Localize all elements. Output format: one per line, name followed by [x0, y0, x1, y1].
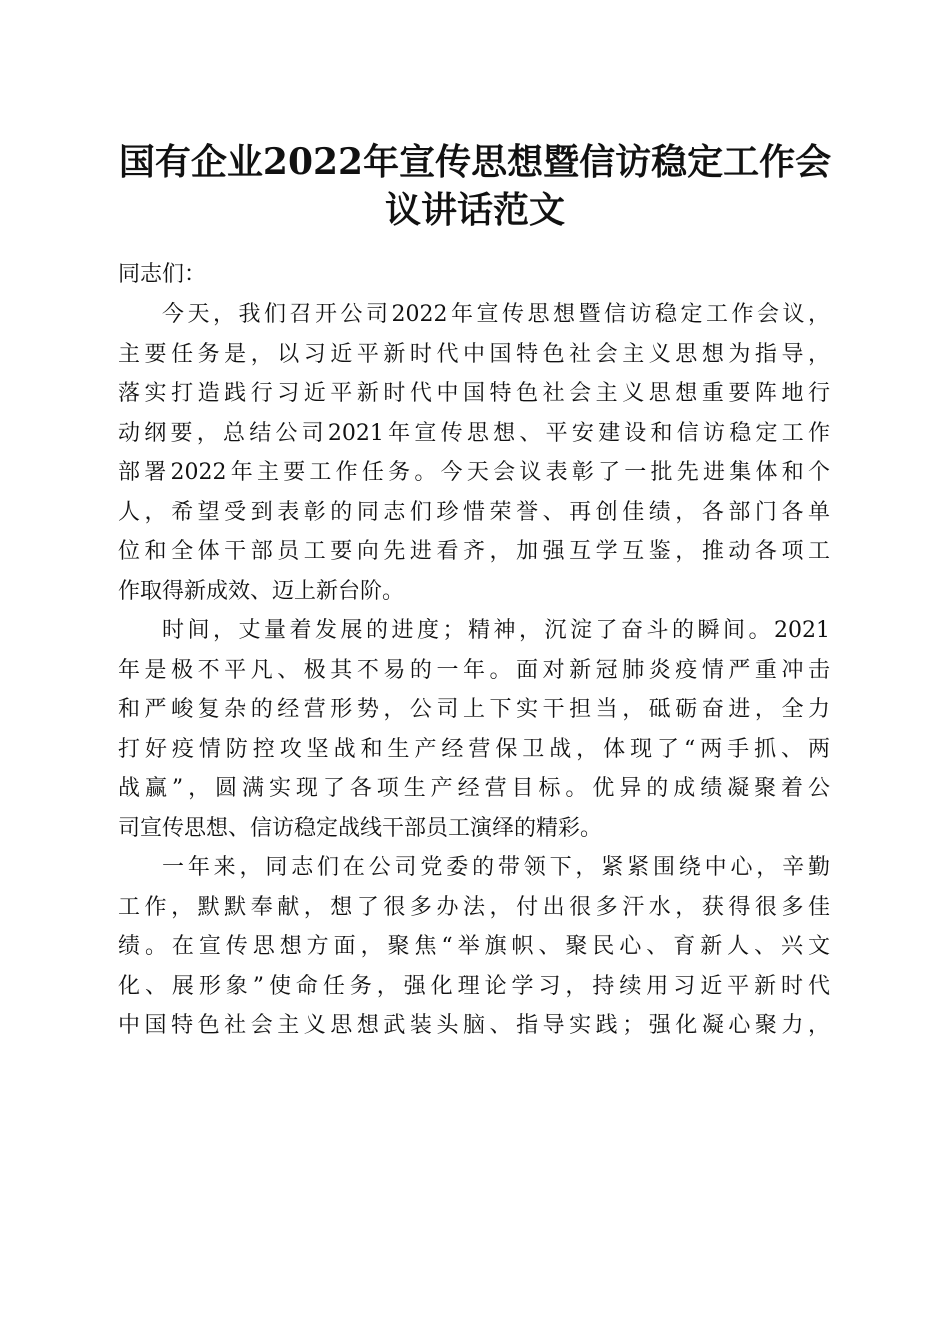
paragraph-line: 和严峻复杂的经营形势，公司上下实干担当，砥砺奋进，全力 — [118, 697, 830, 722]
paragraph-line: 年是极不平凡、极其不易的一年。面对新冠肺炎疫情严重冲击 — [118, 657, 830, 683]
paragraph-line: 部署2022年主要工作任务。今天会议表彰了一批先进集体和个 — [118, 460, 830, 485]
paragraph-line: 化、展形象”使命任务，强化理论学习，持续用习近平新时代 — [118, 973, 830, 999]
paragraph-line: 位和全体干部员工要向先进看齐，加强互学互鉴，推动各项工 — [118, 539, 830, 564]
paragraph-line: 落实打造践行习近平新时代中国特色社会主义思想重要阵地行 — [118, 381, 830, 406]
paragraph-line: 人，希望受到表彰的同志们珍惜荣誉、再创佳绩，各部门各单 — [118, 499, 830, 525]
title-line-2: 议讲话范文 — [384, 189, 565, 231]
title-line-1: 国有企业2022年宣传思想暨信访稳定工作会 — [118, 141, 832, 183]
paragraph-3 — [118, 848, 830, 1046]
paragraph-line: 战赢”，圆满实现了各项生产经营目标。优异的成绩凝聚着公 — [118, 776, 830, 801]
paragraph-line: 动纲要，总结公司2021年宣传思想、平安建设和信访稳定工作 — [118, 420, 830, 446]
greeting: 同志们： — [118, 262, 207, 287]
document-body — [118, 255, 830, 1046]
paragraph-line: 中国特色社会主义思想武装头脑、指导实践；强化凝心聚力， — [118, 1013, 830, 1038]
paragraph-line: 工作，默默奉献，想了很多办法，付出很多汗水，获得很多佳 — [118, 894, 830, 920]
paragraph-line: 作取得新成效、迈上新台阶。 — [118, 578, 405, 604]
paragraph-line: 一年来，同志们在公司党委的带领下，紧紧围绕中心，辛勤 — [162, 855, 830, 880]
paragraph-line: 绩。在宣传思想方面，聚焦“举旗帜、聚民心、育新人、兴文 — [118, 934, 830, 959]
paragraph-line: 今天，我们召开公司2022年宣传思想暨信访稳定工作会议， — [162, 302, 830, 327]
paragraph-1 — [118, 295, 830, 611]
paragraph-2 — [118, 611, 830, 848]
paragraph-line: 司宣传思想、信访稳定战线干部员工演绎的精彩。 — [118, 815, 603, 841]
paragraph-line: 打好疫情防控攻坚战和生产经营保卫战，体现了“两手抓、两 — [118, 736, 830, 762]
paragraph-line: 时间，丈量着发展的进度；精神，沉淀了奋斗的瞬间。2021 — [162, 618, 830, 643]
paragraph-line: 主要任务是，以习近平新时代中国特色社会主义思想为指导， — [118, 341, 830, 367]
document-title — [100, 138, 850, 234]
